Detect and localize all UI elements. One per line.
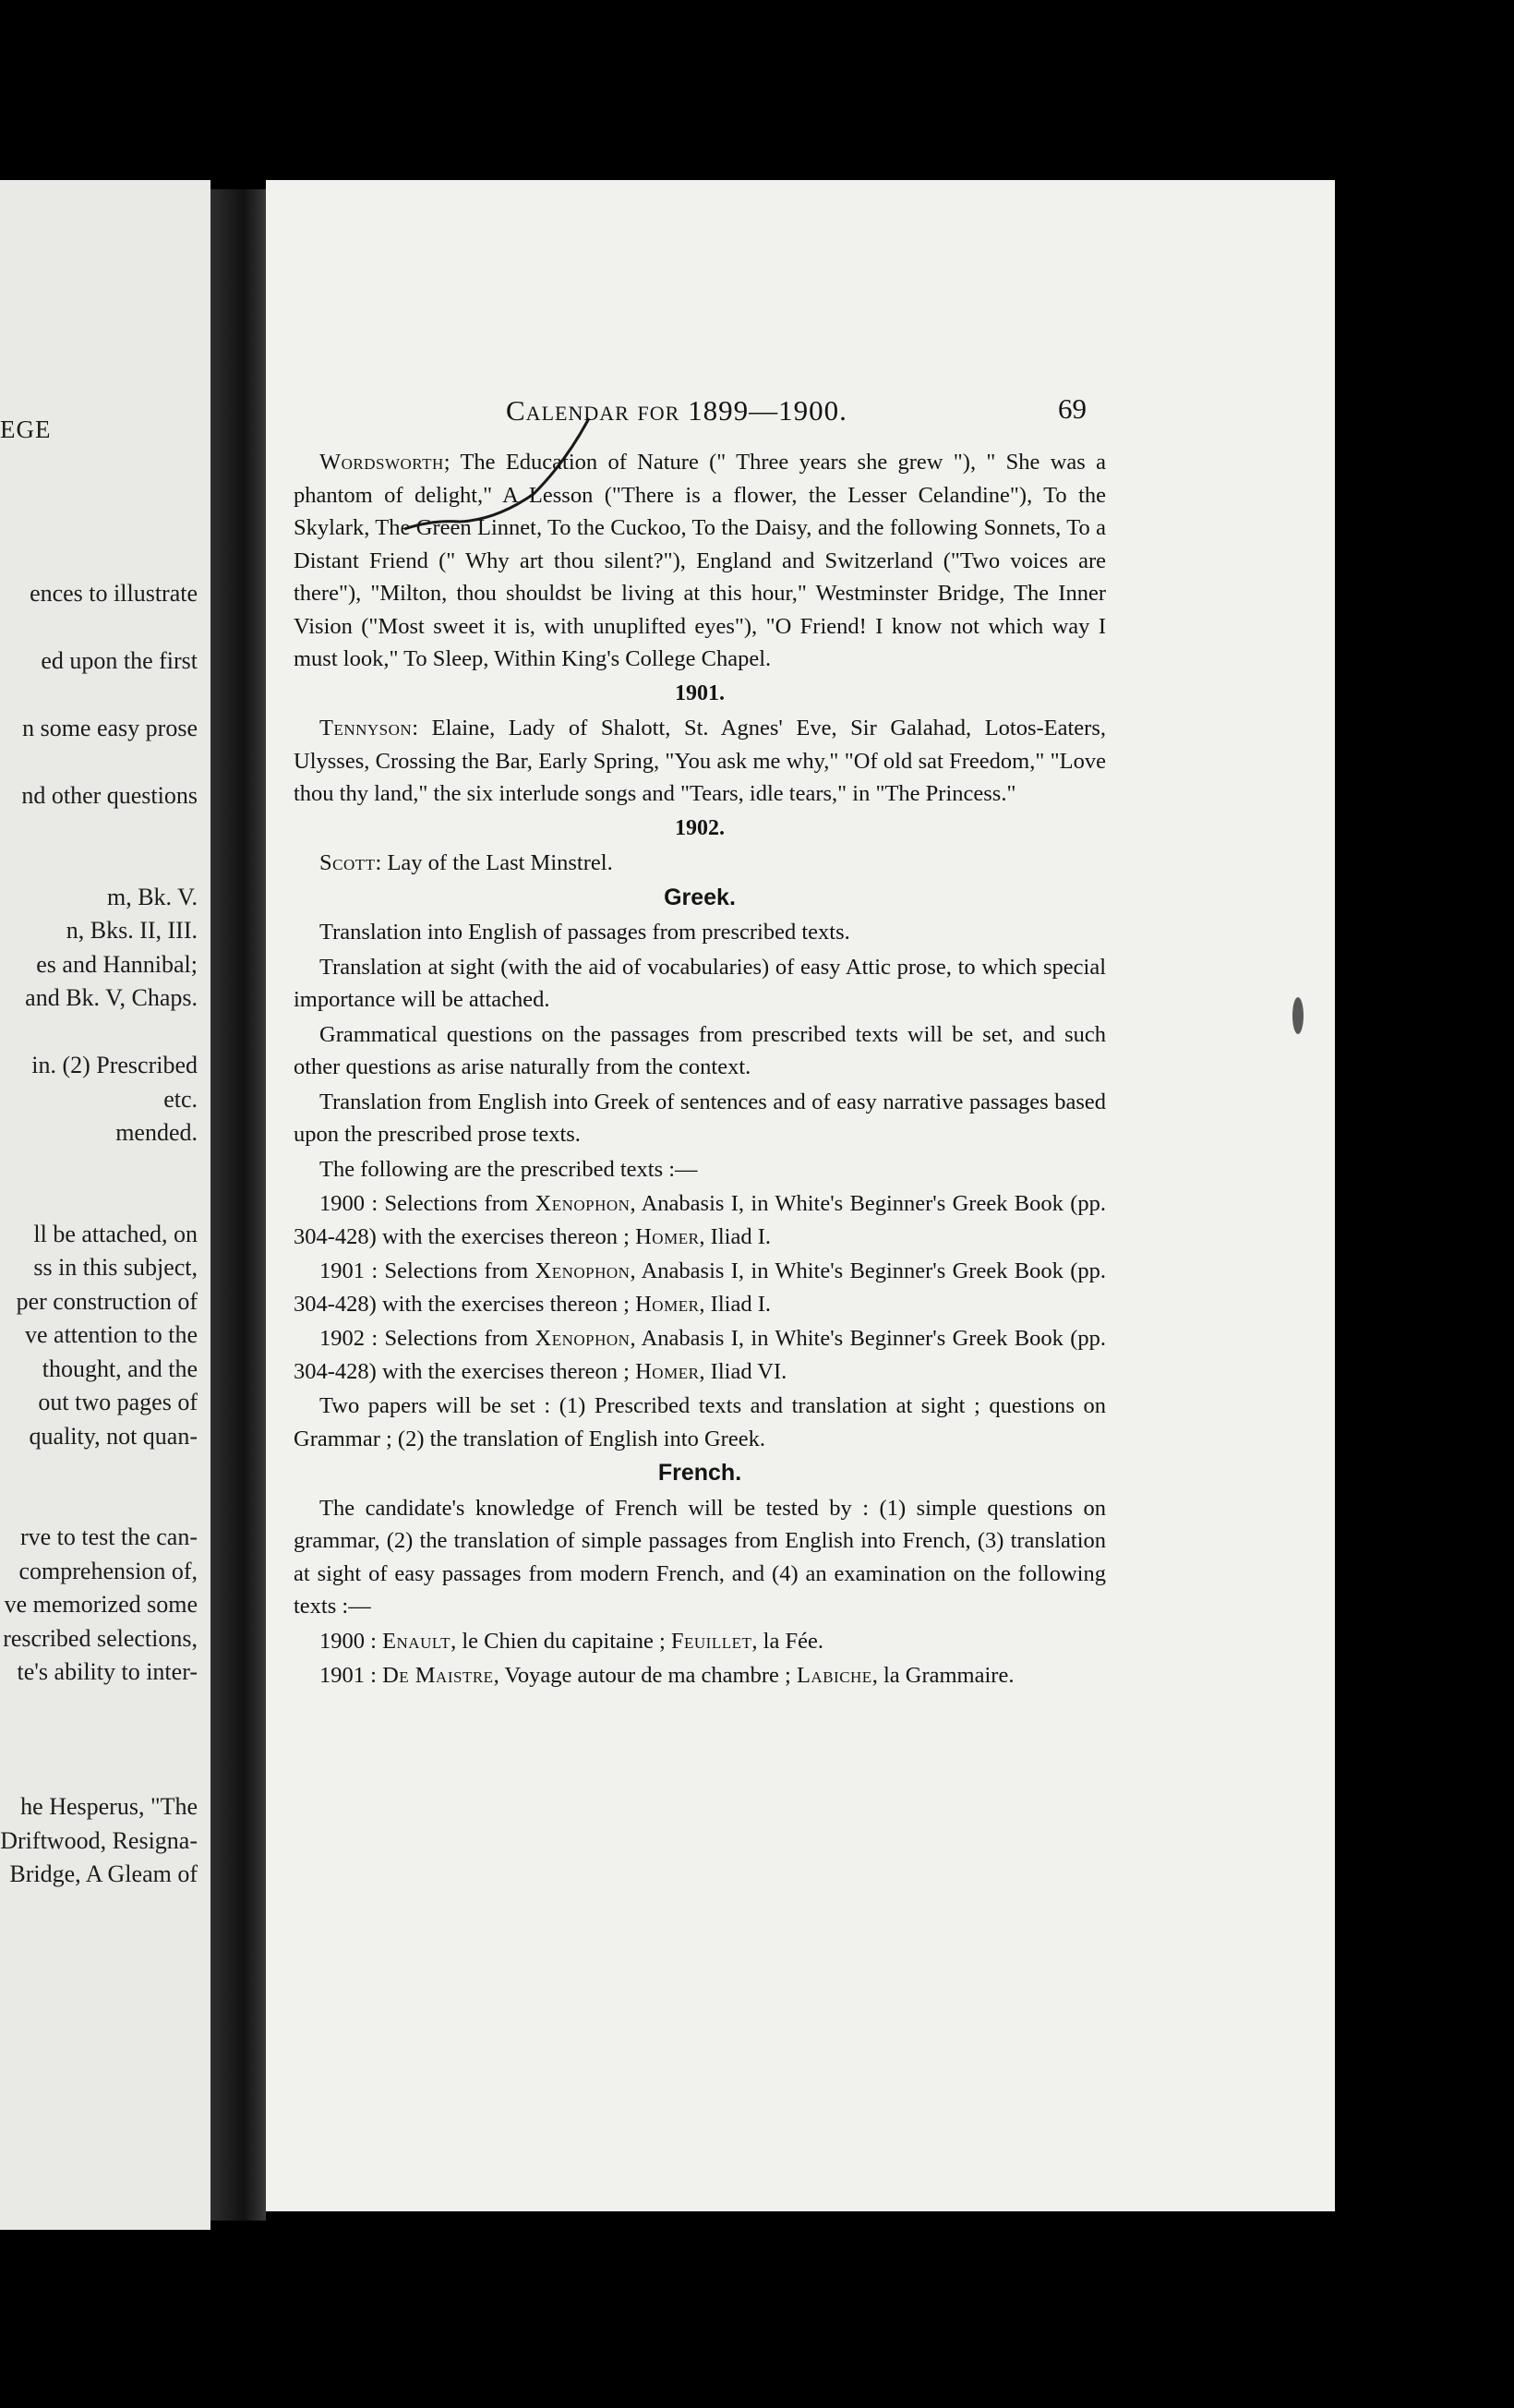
author-name: Feuillet [670,1628,752,1654]
previous-page-line [0,1453,198,1487]
greek-paragraph: Translation at sight (with the aid of vocabularies) of easy Attic prose, to which special importance will be attached. [294,954,1106,1012]
previous-page-line: ve attention to the [24,1321,198,1348]
text-span: 1900 : Selections from [319,1191,529,1216]
paragraph-text: : Lay of the Last Minstrel. [375,850,613,875]
author-name: Enault [382,1628,451,1654]
french-paragraph: The candidate's knowledge of French will be tested by : (1) simple questions on grammar, (2) the translation of simple passages from English into French, (3) translation at sight of easy passages from modern French, and (4) an examination on the following texts :— [294,1495,1106,1619]
previous-page-line [0,1150,198,1185]
greek-paragraph: The following are the prescribed texts :— [319,1156,698,1182]
previous-page-line: rescribed selections, [3,1624,198,1652]
page-number: 69 [1058,392,1087,425]
previous-page-line: m, Bk. V. [106,883,198,910]
previous-page-line [0,611,198,645]
previous-page-line [0,1016,198,1050]
previous-page-line [0,1690,198,1724]
author-name: Xenophon [535,1191,631,1216]
running-title: Calendar for 1899—1900. [506,394,847,427]
previous-page-line: rve to test the can- [19,1523,198,1550]
author-name: Wordsworth [319,450,444,475]
text-span: 1900 : [319,1628,377,1654]
previous-page-line [0,746,198,780]
text-span: , le Chien du capitaine ; [451,1628,666,1654]
author-name: Xenophon [535,1258,631,1283]
previous-page-line: comprehension of, [18,1557,198,1584]
paragraph-text: : Elaine, Lady of Shalott, St. Agnes' Eve, Sir Galahad, Lotos-Eaters, Ulysses, Crossing the Bar, Early Spring, "You ask me why," "Of old sat Freedom," "Love thou thy land," the six interlude songs and "Tears, idle tears," in "The Princess." [294,716,1106,806]
section-heading-greek: Greek. [664,884,736,910]
previous-page-line: n, Bks. II, III. [66,917,198,944]
text-span: , Iliad VI. [699,1358,787,1384]
previous-page-line: in. (2) Prescribed [31,1052,198,1078]
previous-page-line: out two pages of [38,1389,198,1415]
text-span: 1902 : Selections from [319,1326,529,1351]
greek-paragraph: Translation into English of passages from prescribed texts. [319,920,850,945]
previous-page-line: te's ability to inter- [17,1658,198,1685]
greek-papers-paragraph: Two papers will be set : (1) Prescribed texts and translation at sight ; questions on Grammar ; (2) the translation of English into Greek. [294,1393,1106,1451]
running-head [266,394,1335,431]
previous-page-lines [0,577,198,1892]
french-texts-1900 [294,1625,1106,1658]
tennyson-paragraph [294,712,1106,811]
text-span: , Voyage autour de ma chambre ; [493,1663,791,1688]
text-span: , Anabasis I, in White's Beginner's Greek Book (pp. 304-428) with the exercises thereon ; [294,1258,1107,1317]
previous-page-line [0,679,198,713]
page-body [294,446,1106,1694]
text-span: , Iliad I. [699,1291,771,1317]
text-span: , Anabasis I, in White's Beginner's Greek Book (pp. 304-428) with the exercises thereon ; [294,1191,1107,1249]
author-name: De Maistre [382,1663,494,1688]
author-name: Scott [319,850,376,875]
french-texts-1901 [294,1659,1106,1692]
scott-paragraph [294,847,1106,880]
text-span: , la Grammaire. [871,1663,1015,1688]
previous-page-line: ll be attached, on [33,1220,198,1247]
greek-texts-1901 [294,1255,1106,1320]
previous-page-line: es and Hannibal; [36,950,198,978]
previous-page-header: EGE [0,415,52,443]
previous-page-line [0,1487,198,1522]
text-span: 1901 : [319,1663,377,1688]
previous-page-line [0,847,198,881]
author-name: Homer [635,1358,700,1384]
previous-page-fragment [0,180,210,2230]
previous-page-line: mended. [115,1119,198,1146]
previous-page-line: Driftwood, Resigna- [0,1826,198,1854]
page-69 [266,180,1335,2211]
previous-page-line [0,1757,198,1791]
author-name: Homer [635,1223,700,1249]
text-span: , Anabasis I, in White's Beginner's Greek Book (pp. 304-428) with the exercises thereon ; [294,1326,1107,1384]
previous-page-line: ve memorized some [4,1591,198,1618]
previous-page-line: ss in this subject, [33,1254,198,1281]
previous-page-line [0,1184,198,1218]
greek-texts-1902 [294,1322,1106,1388]
previous-page-line: ed upon the first [41,647,198,674]
previous-page-line [0,1723,198,1757]
previous-page-line: n some easy prose [22,715,198,741]
previous-page-line: nd other questions [21,782,198,809]
previous-page-line: he Hesperus, "The [20,1793,198,1820]
text-span: 1901 : Selections from [319,1258,529,1283]
previous-page-line: quality, not quan- [29,1422,198,1450]
section-heading-french: French. [657,1460,742,1486]
greek-paragraph: Grammatical questions on the passages from prescribed texts will be set, and such other questions as arise naturally from the context. [294,1021,1106,1079]
year-heading-1901: 1901. [675,680,725,705]
previous-page-line: per construction of [16,1287,198,1315]
previous-page-line: etc. [163,1085,198,1113]
paragraph-text: ; The Education of Nature (" Three years she grew "), " She was a phantom of delight," A Lesson ("There is a flower, the Lesser Celandine"), To the Skylark, The Green Linnet, To the Cuckoo, To the Daisy, and the following Sonnets, To a Distant Friend (" Why art thou silent?"), England and Switzerland ("Two voices are there"), "Milton, thou shouldst be living at this hour," Westminster Bridge, The Inner Vision ("Most sweet it is, with unuplifted eyes"), "O Friend! I know not which way I must look," To Sleep, Within King's College Chapel. [294,450,1106,671]
greek-paragraph: Translation from English into Greek of sentences and of easy narrative passages based upon the prescribed prose texts. [294,1089,1106,1147]
book-spine [210,189,266,2221]
author-name: Homer [635,1291,700,1317]
author-name: Xenophon [535,1326,631,1351]
author-name: Tennyson [319,716,413,740]
greek-texts-1900 [294,1187,1106,1253]
previous-page-line: ences to illustrate [30,580,198,607]
text-span: , Iliad I. [699,1223,771,1249]
text-span: , la Fée. [751,1628,823,1654]
author-name: Labiche [796,1663,872,1688]
previous-page-line: and Bk. V, Chaps. [25,984,198,1011]
year-heading-1902: 1902. [675,815,725,840]
ink-smudge [1289,993,1307,1039]
wordsworth-paragraph [294,446,1106,676]
previous-page-line: Bridge, A Gleam of [9,1860,198,1887]
previous-page-line [0,813,198,848]
previous-page-line: thought, and the [42,1354,198,1382]
